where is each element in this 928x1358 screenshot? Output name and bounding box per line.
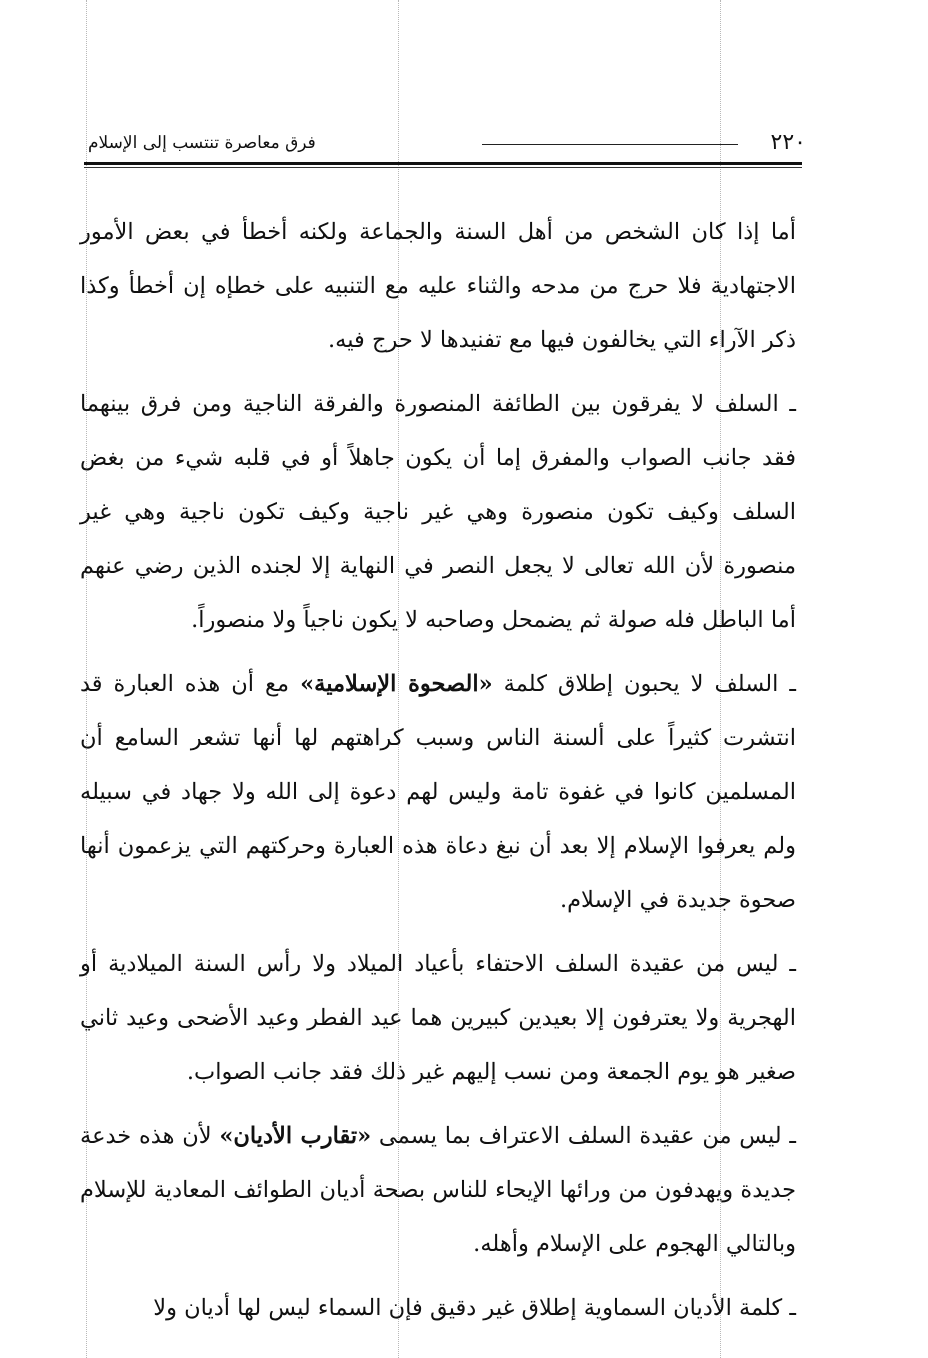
paragraph <box>80 1109 796 1271</box>
running-title: فرق معاصرة تنتسب إلى الإسلام <box>88 133 316 153</box>
paragraph-text: لأن هذه خدعة جديدة ويهدفون من ورائها الإيحاء للناس بصحة أديان الطوائف المعادية للإسلام وبالتالي الهجوم على الإسلام وأهله. <box>80 1123 796 1257</box>
emphasized-term: «تقارب الأديان» <box>219 1123 372 1149</box>
body-text <box>80 205 796 1345</box>
paragraph: ـ كلمة الأديان السماوية إطلاق غير دقيق فإن السماء ليس لها أديان ولا <box>153 1295 796 1321</box>
paragraph-text: مع أن هذه العبارة قد انتشرت كثيراً على ألسنة الناس وسبب كراهتهم لها أنها تشعر السامع أن المسلمين كانوا في غفوة تامة وليس لهم دعوة إلى الله ولا جهاد في سبيله ولم يعرفوا الإسلام إلا بعد أن نبغ دعاة هذه العبارة وحركتهم التي يزعمون أنها صحوة جديدة في الإسلام. <box>80 671 796 913</box>
header-dash-line <box>482 144 738 145</box>
paragraph <box>80 657 796 927</box>
emphasized-term: «الصحوة الإسلامية» <box>300 671 493 697</box>
paragraph-text: ـ ليس من عقيدة السلف الاعتراف بما يسمى <box>371 1123 796 1149</box>
paragraph-text: ـ السلف لا يحبون إطلاق كلمة <box>492 671 796 697</box>
header-rule <box>84 162 802 165</box>
paragraph: أما إذا كان الشخص من أهل السنة والجماعة ولكنه أخطأ في بعض الأمور الاجتهادية فلا حرج من مدحه والثناء عليه مع التنبيه على خطإه إن أخطأ وكذا ذكر الآراء التي يخالفون فيها مع تفنيدها لا حرج فيه. <box>80 219 796 353</box>
paragraph: ـ السلف لا يفرقون بين الطائفة المنصورة والفرقة الناجية ومن فرق بينهما فقد جانب الصواب والمفرق إما أن يكون جاهلاً أو في قلبه شيء من بغض السلف وكيف تكون منصورة وهي غير ناجية وكيف تكون ناجية وهي غير منصورة لأن الله تعالى لا يجعل النصر في النهاية إلا لجنده الذين رضي عنهم أما الباطل فله صولة ثم يضمحل وصاحبه لا يكون ناجياً ولا منصوراً. <box>80 391 796 633</box>
header-rule-thin <box>84 167 802 168</box>
paragraph: ـ ليس من عقيدة السلف الاحتفاء بأعياد الميلاد ولا رأس السنة الميلادية أو الهجرية ولا يعترفون إلا بعيدين كبيرين هما عيد الفطر وعيد الأضحى وعيد ثاني صغير هو يوم الجمعة ومن نسب إليهم غير ذلك فقد جانب الصواب. <box>80 951 796 1085</box>
page-number: ٢٢٠ <box>770 130 806 155</box>
